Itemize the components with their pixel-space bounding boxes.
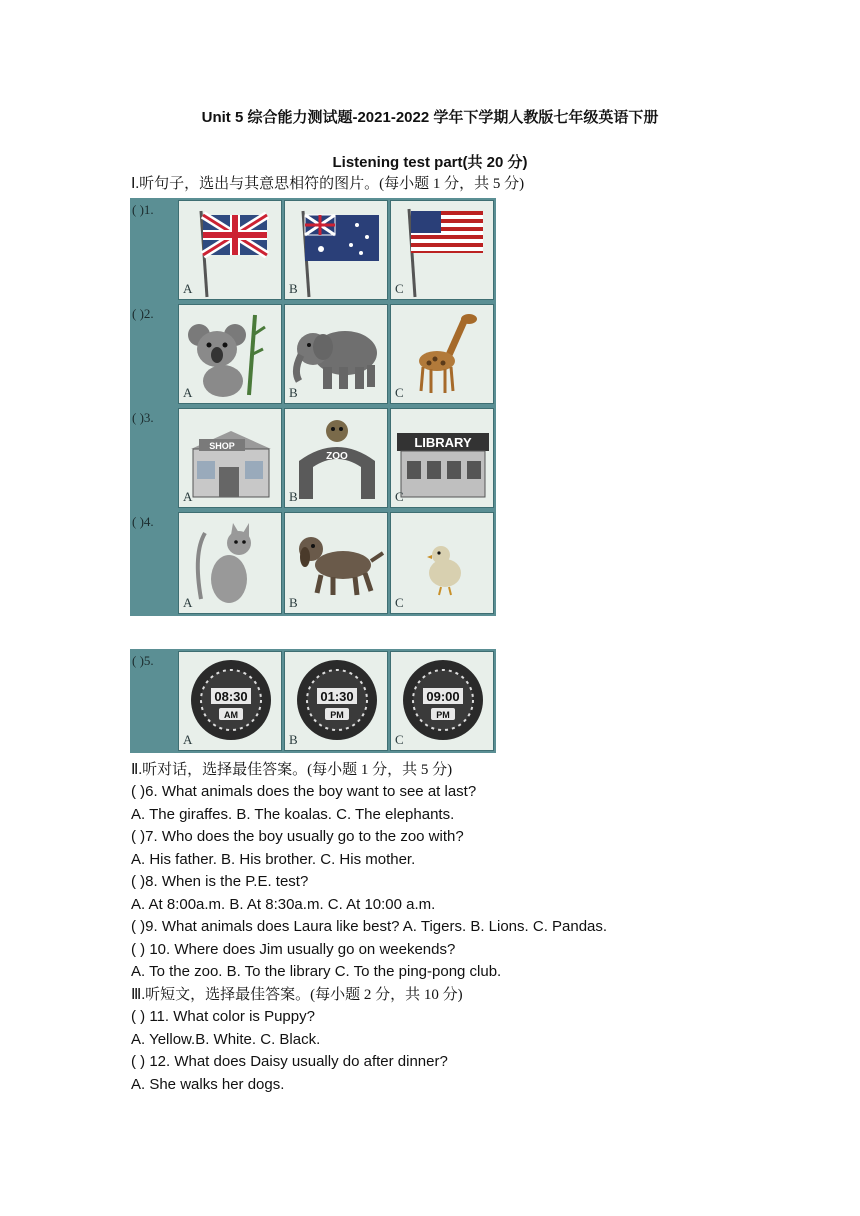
question-row-4: [130, 510, 496, 616]
question-label: ( )4.: [132, 514, 154, 529]
option-letter: C: [395, 732, 404, 747]
option-letter: C: [395, 595, 404, 610]
option-a[interactable]: [178, 512, 282, 614]
option-a[interactable]: [178, 651, 282, 751]
zoo-gate-icon: [285, 409, 389, 509]
question-line: ( )7. Who does the boy usually go to the zoo with?: [131, 828, 464, 845]
cat-icon: [179, 513, 283, 613]
clock-icon: [285, 652, 389, 752]
option-letter: B: [289, 281, 298, 296]
option-a[interactable]: [178, 200, 282, 300]
chick-icon: [391, 513, 495, 613]
picture-grid-q5: [130, 649, 496, 753]
question-label: ( )3.: [132, 410, 154, 425]
question-line: ( )6. What animals does the boy want to see at last?: [131, 783, 477, 800]
answer-line: A. His father. B. His brother. C. His mother.: [131, 851, 416, 868]
option-letter: B: [289, 595, 298, 610]
shop-icon: [179, 409, 283, 509]
option-b[interactable]: [284, 304, 388, 404]
option-letter: A: [183, 595, 193, 610]
uk-flag-icon: [179, 201, 283, 301]
library-sign-text: LIBRARY: [414, 435, 472, 450]
dog-icon: [285, 513, 389, 613]
option-c[interactable]: [390, 512, 494, 614]
question-label: ( )1.: [132, 202, 154, 217]
library-icon: [391, 409, 495, 509]
option-c[interactable]: [390, 304, 494, 404]
shop-sign-text: SHOP: [209, 441, 235, 451]
clock-time-text: 09:00: [426, 689, 460, 704]
question-line: ( )9. What animals does Laura like best? A. Tigers. B. Lions. C. Pandas.: [131, 918, 608, 935]
question-row-5: [130, 649, 496, 753]
zoo-sign-text: ZOO: [326, 451, 348, 462]
question-line: ( ) 10. Where does Jim usually go on weekends?: [131, 941, 456, 958]
option-b[interactable]: [284, 651, 388, 751]
picture-grid-q1-4: [130, 198, 496, 616]
clock-ampm-text: PM: [436, 710, 450, 720]
clock-icon: [391, 652, 495, 752]
option-b[interactable]: [284, 512, 388, 614]
clock-icon: [179, 652, 283, 752]
section-subtitle: Listening test part(共 20 分): [332, 154, 528, 171]
option-letter: C: [395, 281, 404, 296]
question-label: ( )2.: [132, 306, 154, 321]
question-label: ( )5.: [132, 653, 154, 668]
clock-ampm-text: PM: [330, 710, 344, 720]
clock-time-text: 08:30: [214, 689, 248, 704]
section2-heading: Ⅱ.听对话，选择最佳答案。(每小题 1 分，共 5 分): [131, 762, 453, 778]
option-c[interactable]: [390, 408, 494, 508]
option-c[interactable]: [390, 651, 494, 751]
question-row-1: [130, 198, 496, 302]
clock-ampm-text: AM: [224, 710, 238, 720]
usa-flag-icon: [391, 201, 495, 301]
page-title: Unit 5 综合能力测试题-2021-2022 学年下学期人教版七年级英语下册: [201, 109, 659, 126]
question-line: ( )8. When is the P.E. test?: [131, 873, 309, 890]
question-row-2: [130, 302, 496, 406]
question-row-3: [130, 406, 496, 510]
answer-line: A. She walks her dogs.: [131, 1076, 285, 1093]
giraffe-icon: [391, 305, 495, 405]
option-letter: A: [183, 732, 193, 747]
option-a[interactable]: [178, 304, 282, 404]
option-letter: A: [183, 385, 193, 400]
option-c[interactable]: [390, 200, 494, 300]
question-line: ( ) 11. What color is Puppy?: [131, 1008, 315, 1025]
option-a[interactable]: [178, 408, 282, 508]
australia-flag-icon: [285, 201, 389, 301]
option-b[interactable]: [284, 408, 388, 508]
option-letter: C: [395, 385, 404, 400]
answer-line: A. To the zoo. B. To the library C. To the ping-pong club.: [131, 963, 502, 980]
option-letter: B: [289, 489, 298, 504]
clock-time-text: 01:30: [320, 689, 354, 704]
answer-line: A. Yellow.B. White. C. Black.: [131, 1031, 321, 1048]
elephant-icon: [285, 305, 389, 405]
option-b[interactable]: [284, 200, 388, 300]
option-letter: A: [183, 281, 193, 296]
answer-line: A. At 8:00a.m. B. At 8:30a.m. C. At 10:00 a.m.: [131, 896, 436, 913]
koala-icon: [179, 305, 283, 405]
option-letter: A: [183, 489, 193, 504]
answer-line: A. The giraffes. B. The koalas. C. The elephants.: [131, 806, 455, 823]
section3-heading: Ⅲ.听短文，选择最佳答案。(每小题 2 分，共 10 分): [131, 987, 463, 1003]
option-letter: B: [289, 732, 298, 747]
option-letter: C: [395, 489, 404, 504]
section1-heading: Ⅰ.听句子，选出与其意思相符的图片。(每小题 1 分，共 5 分): [131, 176, 525, 192]
option-letter: B: [289, 385, 298, 400]
question-line: ( ) 12. What does Daisy usually do after dinner?: [131, 1053, 448, 1070]
